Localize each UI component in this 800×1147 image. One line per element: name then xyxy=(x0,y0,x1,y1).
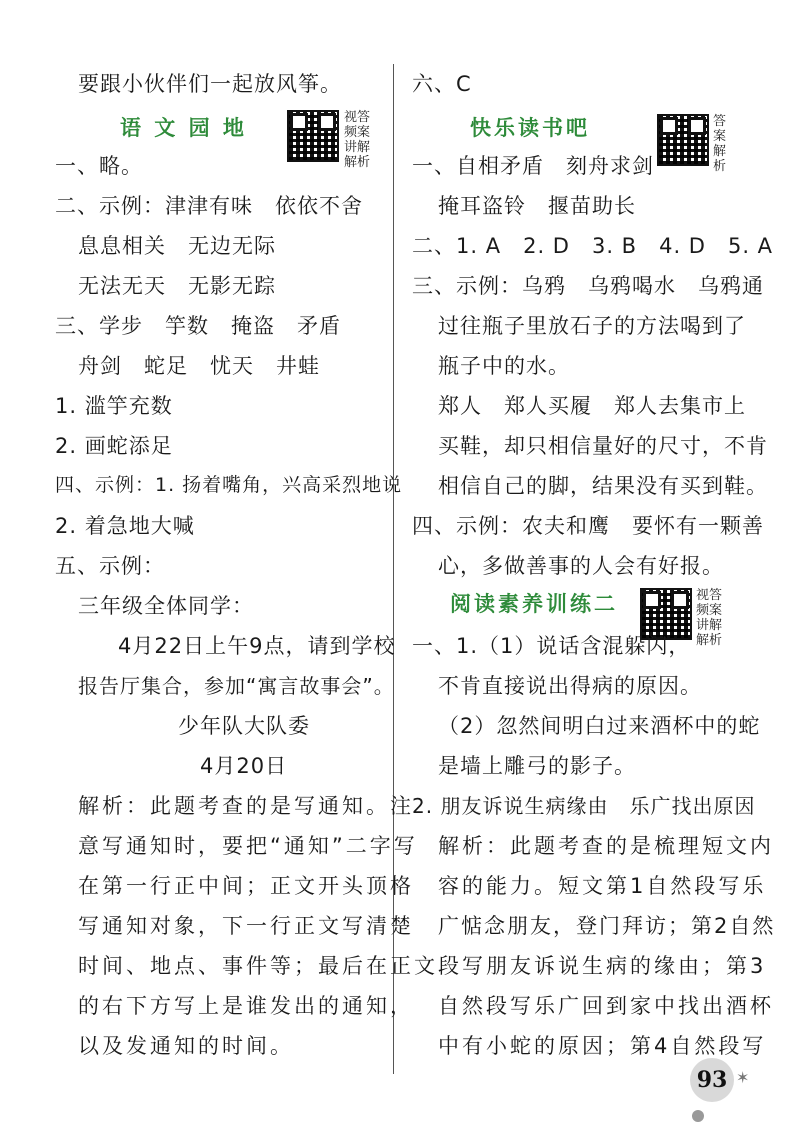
qr-code-icon[interactable] xyxy=(287,110,339,162)
text-line: 自然段写乐广回到家中找出酒杯 xyxy=(438,994,774,1018)
text-line: 少年队大队委 xyxy=(178,714,310,738)
text-line: 三、学步 竽数 掩盗 矛盾 xyxy=(55,314,341,338)
text-line: 2. 着急地大喊 xyxy=(55,514,195,538)
text-line: 时间、地点、事件等；最后在正文 xyxy=(78,954,438,978)
text-line: 四、示例：农夫和鹰 要怀有一颗善 xyxy=(412,514,764,538)
page-number: 93 xyxy=(690,1058,734,1102)
text-line: 六、C xyxy=(412,72,472,96)
text-line: 四、示例：1. 扬着嘴角，兴高采烈地说 xyxy=(55,474,403,496)
text-line: 4月22日上午9点，请到学校 xyxy=(118,634,396,658)
text-line: 一、略。 xyxy=(55,154,143,178)
text-line: 一、1.（1）说话含混躲闪， xyxy=(412,634,691,658)
qr-label: 视答频案讲解解析 xyxy=(344,110,371,170)
text-line: 无法无天 无影无踪 xyxy=(78,274,276,298)
text-line: 意写通知时，要把“通知”二字写 xyxy=(78,834,418,858)
decorative-dot xyxy=(692,1110,704,1122)
text-line: 2. 朋友诉说生病缘由 乐广找出原因 xyxy=(412,794,756,818)
text-line: 写通知对象，下一行正文写清楚 xyxy=(78,914,414,938)
text-line: 不肯直接说出得病的原因。 xyxy=(438,674,702,698)
text-line: 舟剑 蛇足 忧天 井蛙 xyxy=(78,354,320,378)
text-line: 解析：此题考查的是梳理短文内 xyxy=(438,834,774,858)
section-title-yuedu-suyang: 阅读素养训练二 xyxy=(450,592,618,616)
section-title-kuaile-dushuba: 快乐读书吧 xyxy=(470,116,590,140)
text-line: 在第一行正中间；正文开头顶格 xyxy=(78,874,414,898)
text-line: 息息相关 无边无际 xyxy=(78,234,276,258)
text-line: 段写朋友诉说生病的缘由；第3 xyxy=(438,954,767,978)
text-line: 中有小蛇的原因；第4自然段写 xyxy=(438,1034,767,1058)
text-line: 二、示例：津津有味 依依不舍 xyxy=(55,194,363,218)
text-line: 2. 画蛇添足 xyxy=(55,434,173,458)
star-icon: ✶ xyxy=(736,1068,750,1087)
qr-label: 答案解析 xyxy=(713,114,727,174)
text-line: 容的能力。短文第1自然段写乐 xyxy=(438,874,767,898)
text-line: 郑人 郑人买履 郑人去集市上 xyxy=(438,394,746,418)
text-line: 三、示例：乌鸦 乌鸦喝水 乌鸦通 xyxy=(412,274,764,298)
text-line: 心，多做善事的人会有好报。 xyxy=(438,554,724,578)
text-line: 要跟小伙伴们一起放风筝。 xyxy=(78,72,342,96)
text-line: 三年级全体同学： xyxy=(78,594,254,618)
text-line: （2）忽然间明白过来酒杯中的蛇 xyxy=(438,714,761,738)
text-line: 的右下方写上是谁发出的通知， xyxy=(78,994,414,1018)
text-line: 报告厅集合，参加“寓言故事会”。 xyxy=(78,674,395,698)
text-line: 解析：此题考查的是写通知。注 xyxy=(78,794,414,818)
text-line: 相信自己的脚，结果没有买到鞋。 xyxy=(438,474,768,498)
text-line: 一、自相矛盾 刻舟求剑 xyxy=(412,154,654,178)
text-line: 1. 滥竽充数 xyxy=(55,394,173,418)
text-line: 瓶子中的水。 xyxy=(438,354,570,378)
text-line: 五、示例： xyxy=(55,554,165,578)
text-line: 广惦念朋友，登门拜访；第2自然 xyxy=(438,914,776,938)
text-line: 二、1. A 2. D 3. B 4. D 5. A xyxy=(412,234,774,258)
qr-label: 视答频案讲解解析 xyxy=(696,588,723,648)
text-line: 买鞋，却只相信量好的尺寸，不肯 xyxy=(438,434,768,458)
qr-code-icon[interactable] xyxy=(657,114,709,166)
text-line: 是墙上雕弓的影子。 xyxy=(438,754,636,778)
text-line: 过往瓶子里放石子的方法喝到了 xyxy=(438,314,746,338)
text-line: 以及发通知的时间。 xyxy=(78,1034,294,1058)
text-line: 掩耳盗铃 揠苗助长 xyxy=(438,194,636,218)
text-line: 4月20日 xyxy=(200,754,288,778)
section-title-yuwen-yuandi: 语 文 园 地 xyxy=(120,116,247,140)
